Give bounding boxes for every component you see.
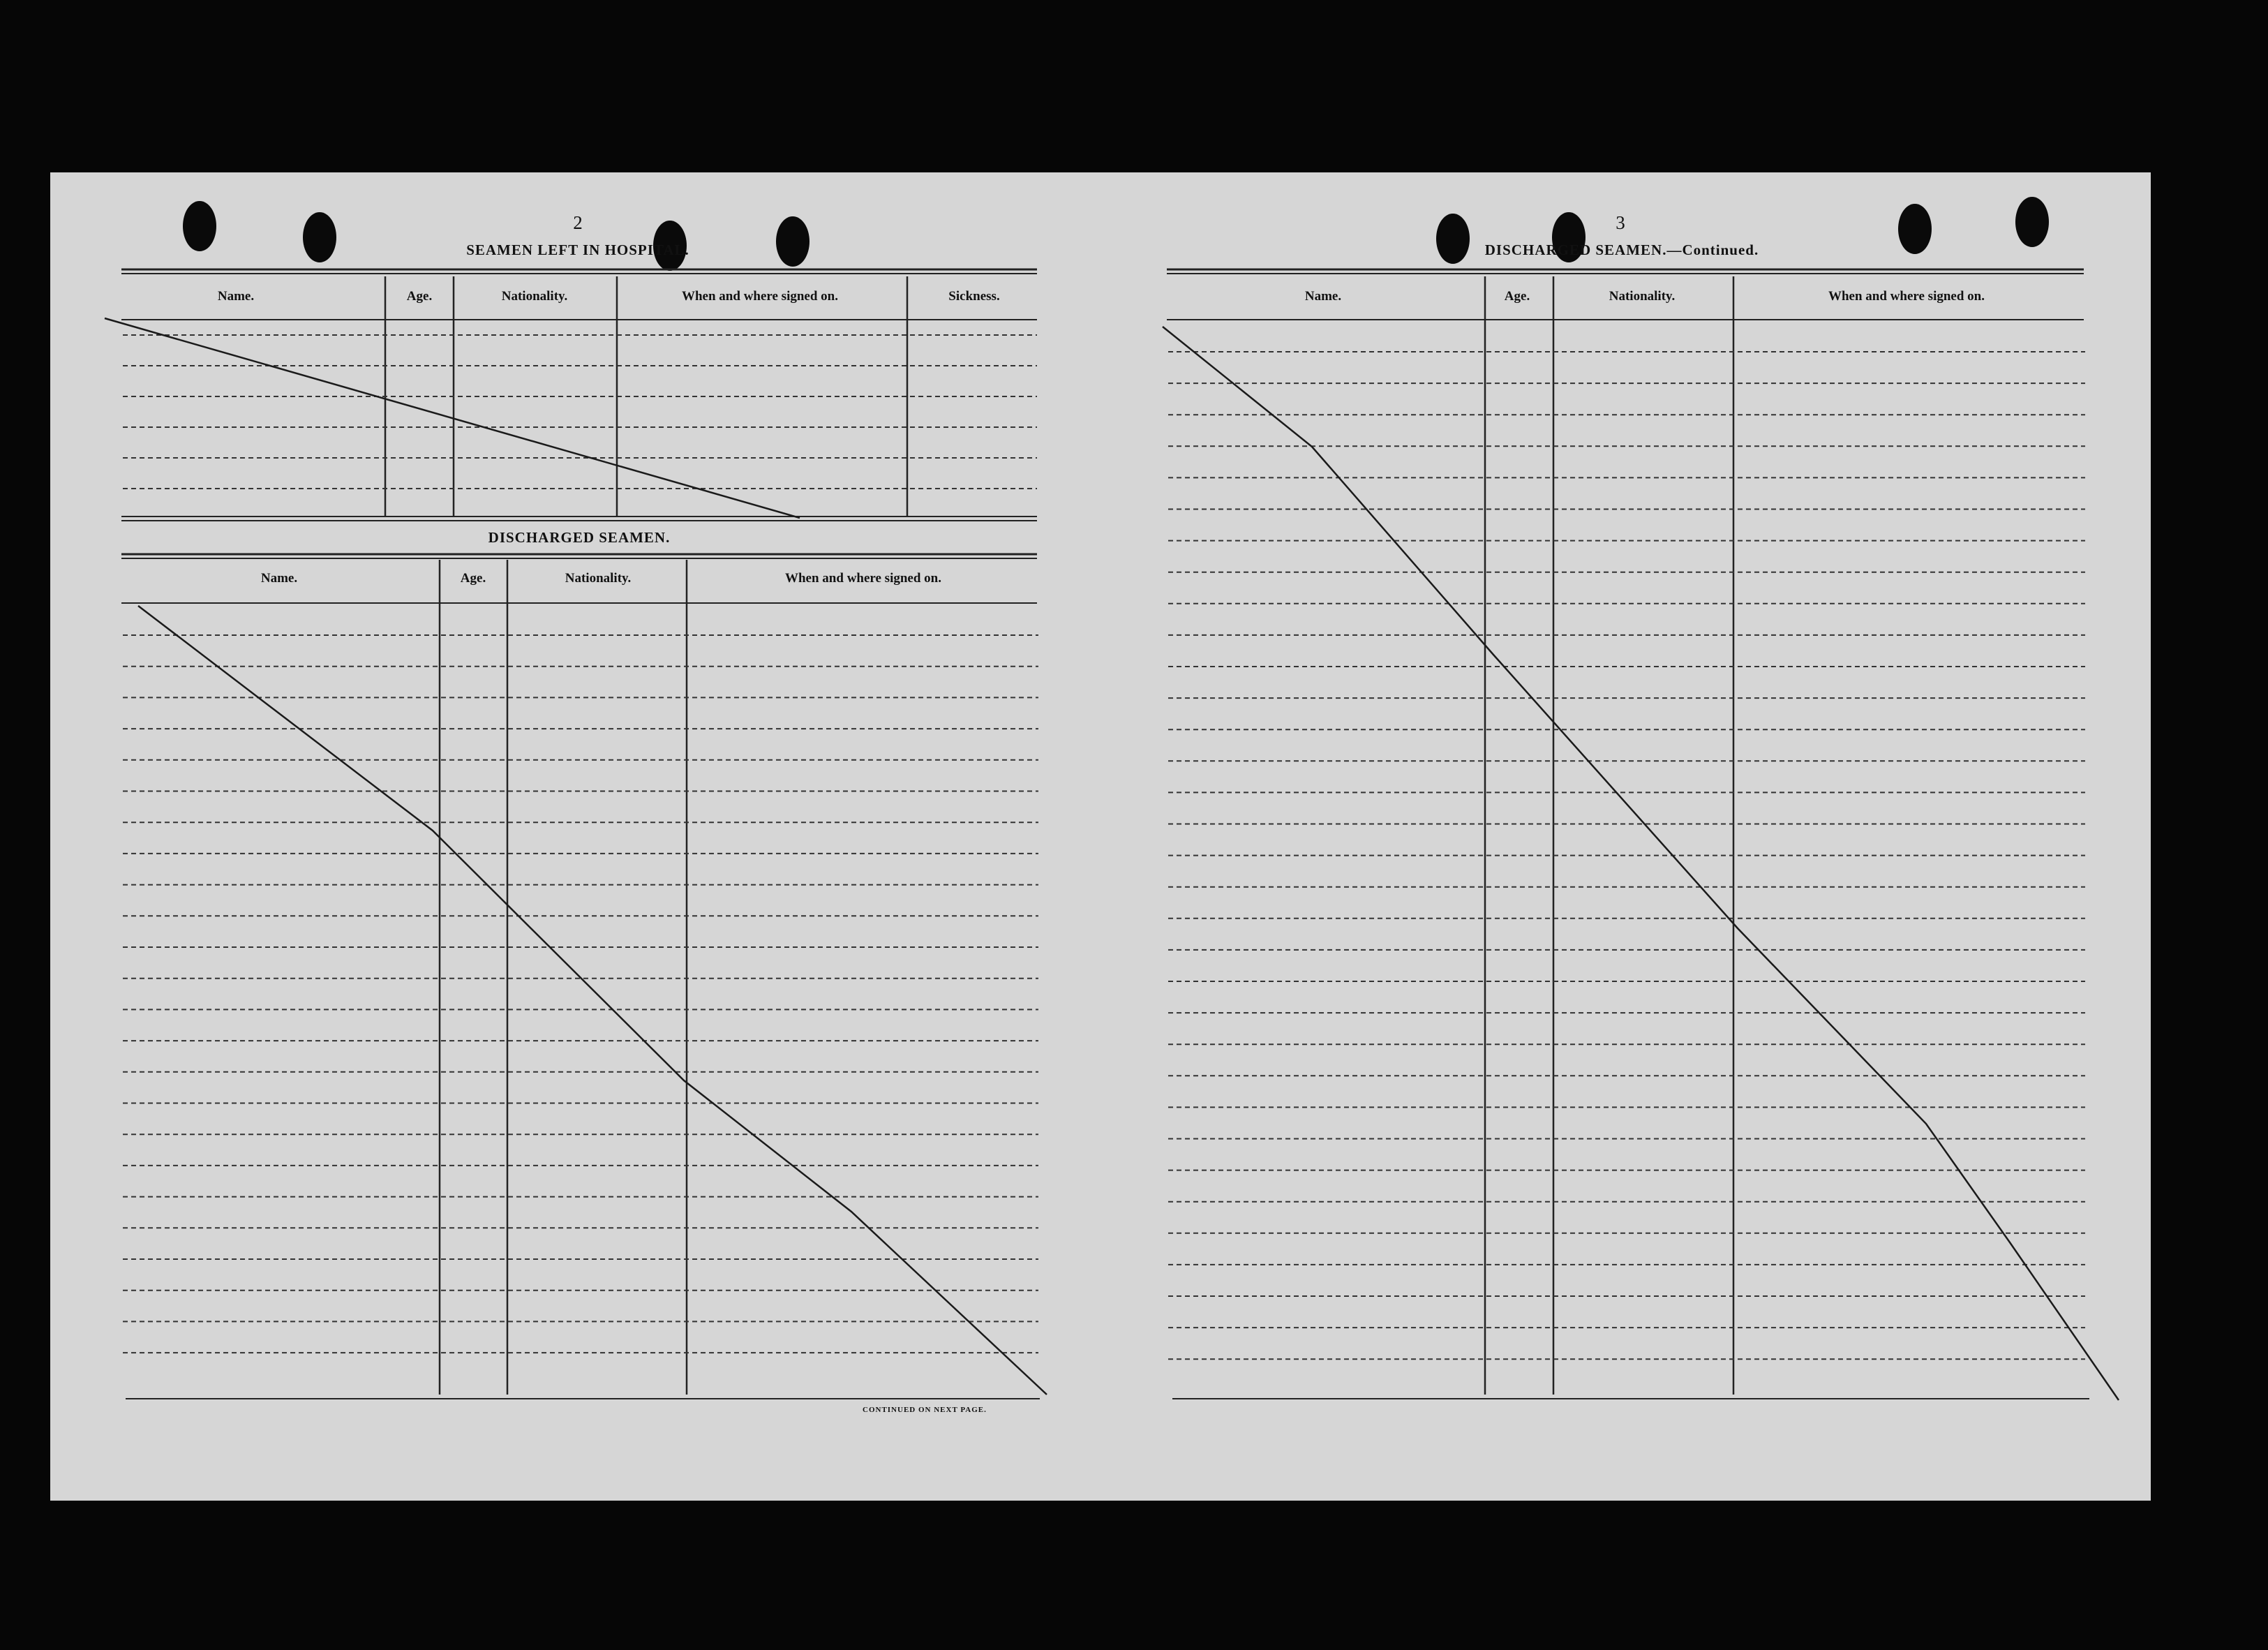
- hospital-section-title: SEAMEN LEFT IN HOSPITAL.: [466, 241, 689, 258]
- hospital-col-nationality: Nationality.: [501, 289, 568, 304]
- strike-line: [138, 606, 1047, 1395]
- page-number-right: 3: [1616, 212, 1625, 233]
- discharged-continued-title: DISCHARGED SEAMEN.—Continued.: [1484, 241, 1759, 258]
- discharged-col-age: Age.: [460, 571, 486, 586]
- hospital-col-name: Name.: [217, 289, 255, 304]
- hospital-col-age: Age.: [406, 289, 433, 304]
- hospital-col-sickness: Sickness.: [948, 289, 1000, 304]
- strike-line: [1163, 327, 2119, 1400]
- discharged-col-name: Name.: [260, 571, 298, 586]
- discharged-col-signed-on: When and where signed on.: [784, 571, 942, 586]
- discharged-col-nationality: Nationality.: [565, 571, 632, 586]
- continued-footer: CONTINUED ON NEXT PAGE.: [863, 1406, 987, 1414]
- continued-col-name: Name.: [1304, 289, 1342, 304]
- continued-col-age: Age.: [1504, 289, 1530, 304]
- continued-col-nationality: Nationality.: [1609, 289, 1676, 304]
- continued-col-signed-on: When and where signed on.: [1828, 289, 1985, 304]
- page-number-left: 2: [573, 212, 583, 233]
- discharged-section-title: DISCHARGED SEAMEN.: [488, 529, 671, 546]
- hospital-col-signed-on: When and where signed on.: [681, 289, 839, 304]
